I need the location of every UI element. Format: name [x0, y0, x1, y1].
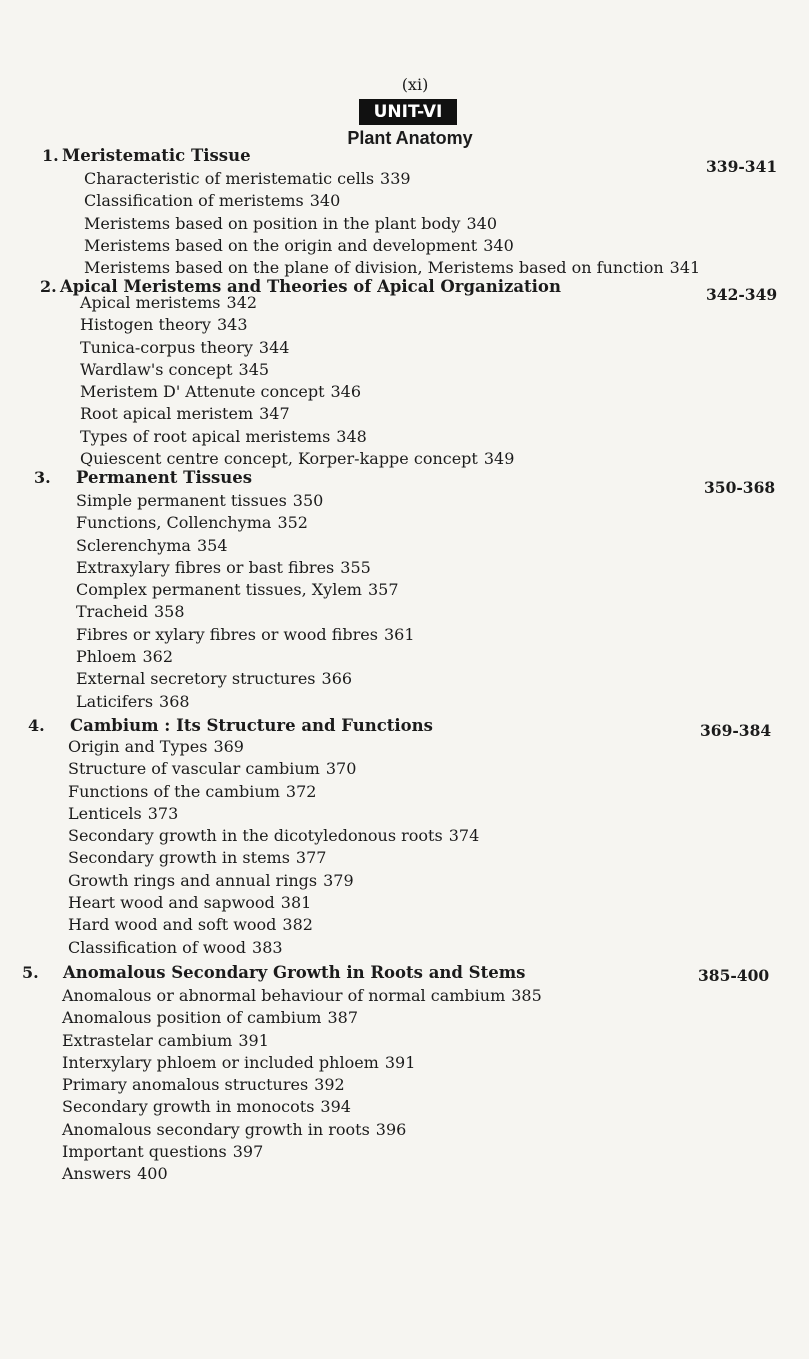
toc-entry [80, 314, 514, 336]
toc-entry [62, 1141, 542, 1163]
toc-entry [80, 337, 514, 359]
entry-label: Answers [62, 1164, 132, 1184]
page-number: (xi) [401, 75, 429, 94]
toc-entry [68, 870, 479, 892]
unit-title: Plant Anatomy [347, 128, 473, 148]
toc-entry [68, 937, 479, 959]
entry-page: 350 [292, 491, 324, 510]
entry-page: 382 [282, 915, 313, 935]
section-page-range: 339-341 [706, 157, 778, 176]
entry-label: Lenticels [68, 803, 142, 823]
entry-label: Complex permanent tissues, Xylem [76, 580, 362, 600]
toc-entry [68, 803, 479, 825]
toc-entry [76, 535, 415, 557]
toc-entry [62, 1007, 542, 1029]
toc-entry [62, 1074, 542, 1096]
toc-entry [68, 781, 479, 803]
toc-entry [68, 736, 479, 758]
toc-entry [84, 168, 700, 190]
entry-page: 385 [511, 986, 542, 1005]
toc-entry [80, 426, 514, 448]
toc-entry [76, 646, 415, 668]
toc-entry [80, 381, 514, 403]
entry-label: Primary anomalous structures [62, 1075, 309, 1095]
toc-entry [80, 292, 514, 314]
entry-label: Apical meristems [80, 293, 221, 312]
entry-label: Structure of vascular cambium [68, 759, 320, 779]
toc-entry [76, 668, 415, 690]
entry-label: Wardlaw's concept [80, 359, 233, 379]
entry-page: 372 [285, 781, 317, 801]
toc-entry [62, 1030, 542, 1052]
entry-page: 366 [321, 669, 353, 689]
entry-page: 340 [466, 213, 497, 233]
entry-page: 394 [320, 1097, 351, 1117]
entry-page: 340 [483, 235, 514, 255]
entry-page: 339 [380, 169, 411, 188]
toc-entry [62, 1052, 542, 1074]
unit-badge: UNIT-VI [359, 99, 457, 125]
entry-label: Phloem [76, 647, 137, 667]
entry-label: Root apical meristem [80, 404, 254, 424]
section-page-range: 369-384 [700, 721, 772, 740]
toc-entry [80, 359, 514, 381]
entry-label: Origin and Types [68, 737, 208, 756]
entry-label: Classification of wood [68, 937, 247, 957]
entry-label: Extrastelar cambium [62, 1030, 233, 1050]
toc-entry [68, 758, 479, 780]
entry-page: 357 [367, 580, 399, 600]
toc-entry [62, 1119, 542, 1141]
section-title: Anomalous Secondary Growth in Roots and Stems [63, 963, 526, 982]
section-number: 2. [40, 277, 57, 296]
section-number: 3. [34, 468, 51, 487]
entry-page: 348 [336, 426, 367, 446]
entry-label: Growth rings and annual rings [68, 870, 318, 890]
toc-entry [62, 985, 542, 1007]
entry-page: 391 [384, 1052, 416, 1072]
entry-page: 397 [232, 1142, 264, 1162]
toc-entry [76, 601, 415, 623]
entry-page: 347 [259, 404, 290, 424]
entry-page: 383 [252, 937, 283, 957]
entry-label: External secretory structures [76, 669, 316, 689]
toc-entry [76, 512, 415, 534]
entry-page: 391 [238, 1030, 269, 1050]
toc-entry [68, 914, 479, 936]
entry-page: 387 [327, 1008, 359, 1028]
entry-page: 368 [159, 691, 190, 711]
entry-label: Fibres or xylary fibres or wood fibres [76, 624, 378, 644]
entry-page: 352 [277, 513, 308, 533]
entry-label: Anomalous or abnormal behaviour of normal cambium [62, 986, 506, 1005]
toc-entry [76, 490, 415, 512]
toc-entry [84, 235, 700, 257]
entry-page: 373 [147, 803, 179, 823]
entry-page: 341 [669, 258, 701, 278]
toc-entry [76, 691, 415, 713]
section-page-range: 350-368 [704, 478, 776, 497]
section-page-range: 385-400 [698, 966, 770, 985]
entry-label: Types of root apical meristems [80, 426, 331, 446]
entry-page: 396 [375, 1119, 407, 1139]
toc-entry [76, 557, 415, 579]
entry-label: Meristems based on the plane of division, Meristems based on function [84, 258, 664, 278]
toc-entry [68, 847, 479, 869]
section-number: 1. [42, 146, 59, 165]
entry-page: 340 [309, 191, 341, 211]
section-number: 5. [22, 963, 39, 982]
entry-label: Tunica-corpus theory [80, 337, 253, 357]
entry-page: 358 [153, 602, 185, 622]
entry-page: 342 [226, 293, 258, 312]
entry-label: Hard wood and soft wood [68, 915, 277, 935]
toc-entry [62, 1096, 542, 1118]
entry-page: 369 [213, 737, 244, 756]
toc-entry [76, 624, 415, 646]
section-title: Cambium : Its Structure and Functions [70, 716, 433, 735]
entry-page: 346 [330, 382, 362, 402]
entry-label: Heart wood and sapwood [68, 893, 275, 913]
entry-label: Tracheid [76, 602, 148, 622]
toc-entry [76, 579, 415, 601]
entry-label: Histogen theory [80, 315, 211, 335]
entry-page: 355 [340, 557, 371, 577]
entry-label: Simple permanent tissues [76, 491, 287, 510]
entry-page: 374 [448, 826, 480, 846]
section-title: Meristematic Tissue [62, 146, 251, 165]
entry-label: Extraxylary fibres or bast fibres [76, 557, 335, 577]
toc-entry [68, 892, 479, 914]
entry-page: 354 [196, 535, 228, 555]
entry-label: Meristems based on the origin and development [84, 235, 478, 255]
entry-label: Meristems based on position in the plant body [84, 213, 461, 233]
entry-label: Classification of meristems [84, 191, 304, 211]
entry-page: 370 [325, 759, 357, 779]
toc-entry [62, 1163, 542, 1185]
entry-label: Quiescent centre concept, Korper-kappe concept [80, 449, 478, 469]
entry-page: 400 [137, 1164, 168, 1184]
section-page-range: 342-349 [706, 285, 778, 304]
entry-page: 377 [295, 848, 327, 868]
entry-page: 361 [383, 624, 415, 644]
entry-label: Functions of the cambium [68, 781, 280, 801]
entry-label: Sclerenchyma [76, 535, 191, 555]
section-number: 4. [28, 716, 45, 735]
entry-label: Secondary growth in monocots [62, 1097, 315, 1117]
entry-page: 392 [314, 1075, 345, 1095]
entry-label: Characteristic of meristematic cells [84, 169, 375, 188]
toc-entry [84, 213, 700, 235]
entry-page: 381 [280, 893, 312, 913]
entry-label: Anomalous secondary growth in roots [62, 1119, 370, 1139]
entry-page: 345 [238, 359, 270, 379]
entry-page: 343 [216, 315, 248, 335]
entry-page: 379 [323, 870, 354, 890]
entry-label: Meristem D' Attenute concept [80, 382, 325, 402]
toc-entry [68, 825, 479, 847]
entry-label: Secondary growth in stems [68, 848, 290, 868]
entry-page: 344 [258, 337, 290, 357]
section-title: Apical Meristems and Theories of Apical Organization [60, 277, 561, 296]
entry-label: Anomalous position of cambium [62, 1008, 322, 1028]
entry-page: 362 [142, 647, 174, 667]
entry-label: Laticifers [76, 691, 154, 711]
toc-entry [84, 190, 700, 212]
toc-entry [80, 403, 514, 425]
section-title: Permanent Tissues [76, 468, 253, 487]
entry-label: Secondary growth in the dicotyledonous roots [68, 826, 443, 846]
entry-label: Interxylary phloem or included phloem [62, 1052, 379, 1072]
entry-page: 349 [483, 449, 515, 469]
entry-label: Important questions [62, 1142, 227, 1162]
entry-label: Functions, Collenchyma [76, 513, 272, 533]
